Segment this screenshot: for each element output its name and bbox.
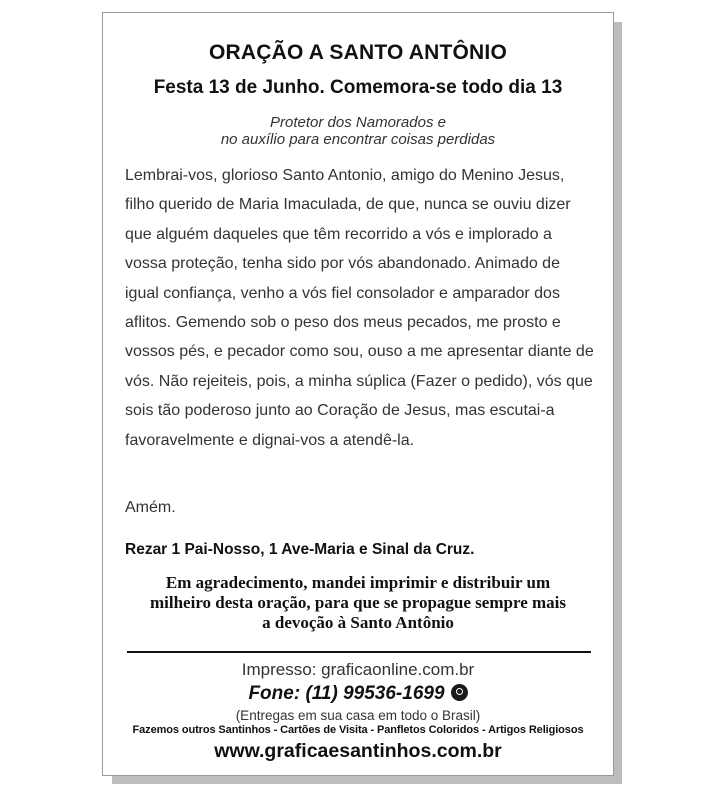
prayer-text: Lembrai-vos, glorioso Santo Antonio, amigo do Menino Jesus, filho querido de Maria Imaculada, de que, nunca se ouviu dizer que alguém daqueles que têm recorrido a vós e implorado a vossa proteção, tenha sido por vós abandonado. Animado de igual confiança, venho a vós fiel consolador e amparador dos aflitos. Gemendo sob o peso dos meus pecados, me prosto e vossos pés, e pecador como sou, ouso a me apresentar diante de vós. Não rejeiteis, pois, a minha súplica (Fazer o pedido), vós que sois tão poderoso junto ao Coração de Jesus, mas escutai-a favoravelmente e dignai-vos a atendê-la. <box>125 167 594 449</box>
delivery-note: (Entregas em sua casa em todo o Brasil) <box>235 708 481 723</box>
tagline-line-2: no auxílio para encontrar coisas perdidas <box>220 131 496 148</box>
printed-by: Impresso: graficaonline.com.br <box>241 660 475 679</box>
card-subtitle: Festa 13 de Junho. Comemora-se todo dia 13 <box>153 77 563 98</box>
tagline-line-1: Protetor dos Namorados e <box>270 114 446 131</box>
phone-row <box>103 683 613 705</box>
thanks-line-1: Em agradecimento, mandei imprimir e distribuir um <box>165 573 551 592</box>
card-tagline <box>103 114 613 148</box>
phone-number: Fone: (11) 99536-1699 <box>248 683 445 704</box>
thanks-line-2: milheiro desta oração, para que se propague sempre mais <box>149 593 566 612</box>
thanks-text <box>103 573 613 633</box>
website-url: www.graficaesantinhos.com.br <box>214 740 502 762</box>
prayer-instruction: Rezar 1 Pai-Nosso, 1 Ave-Maria e Sinal da Cruz. <box>125 541 475 558</box>
divider-rule <box>127 651 591 653</box>
amen-text: Amém. <box>125 499 176 516</box>
thanks-line-3: a devoção à Santo Antônio <box>262 613 454 632</box>
services-list: Fazemos outros Santinhos - Cartões de Visita - Panfletos Coloridos - Artigos Religiosos <box>132 724 584 736</box>
card-title: ORAÇÃO A SANTO ANTÔNIO <box>208 41 507 64</box>
whatsapp-icon <box>451 684 468 701</box>
prayer-card <box>102 12 614 776</box>
